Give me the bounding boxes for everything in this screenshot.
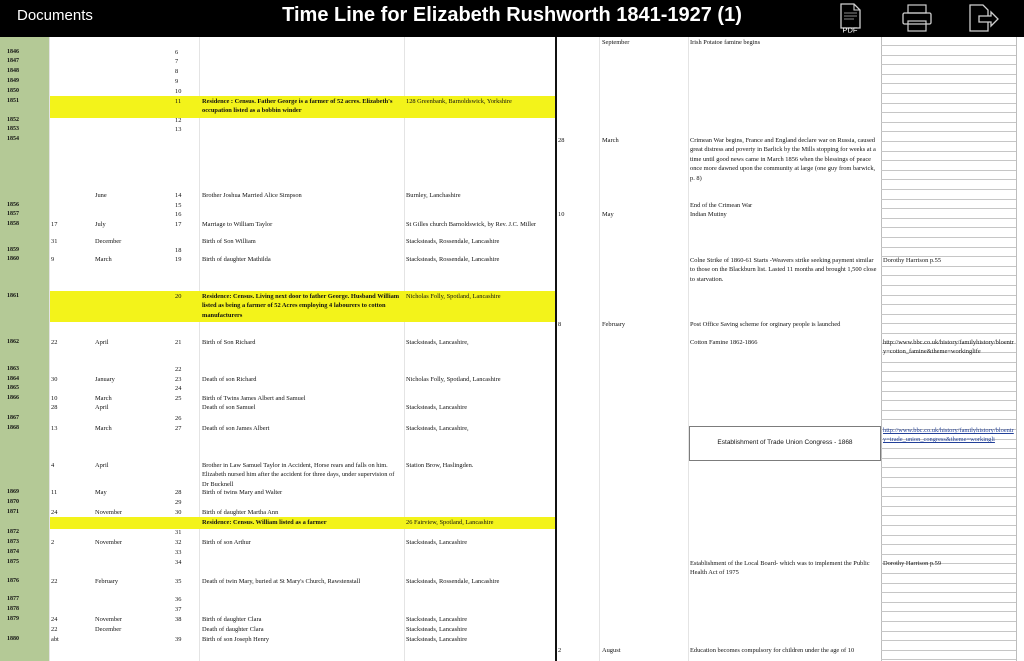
age-cell: 9 <box>175 78 179 85</box>
place-cell: Stacksteads, Lancashire <box>406 539 468 546</box>
event-cell: Brother Joshua Married Alice Simpson <box>202 192 302 199</box>
year-cell: 1864 <box>7 376 19 382</box>
place-cell: Burnley, Lanchashire <box>406 192 461 199</box>
day-cell: 24 <box>51 616 58 623</box>
grid-line <box>881 535 1016 536</box>
share-export-icon[interactable] <box>965 1 1001 35</box>
month-cell: May <box>95 489 107 496</box>
history-month-cell: September <box>602 39 630 46</box>
source-cell: http://www.bbc.co.uk/history/familyhistory/bloentry=cotton_famine&theme=workinglife <box>883 339 1014 356</box>
age-cell: 8 <box>175 68 179 75</box>
day-cell: 31 <box>51 238 58 245</box>
age-cell: 14 <box>175 192 182 199</box>
event-cell: Birth of daughter Mathilda <box>202 256 271 263</box>
grid-line <box>881 122 1016 123</box>
year-cell: 1848 <box>7 68 19 74</box>
place-cell: 128 Greenbank, Barnoldswick, Yorkshire <box>406 98 512 105</box>
age-cell: 19 <box>175 256 182 263</box>
month-cell: December <box>95 238 122 245</box>
source-cell: Dorothy Harrison p.59 <box>883 560 942 567</box>
event-cell: Death of son Samuel <box>202 404 256 411</box>
age-cell: 21 <box>175 339 182 346</box>
month-cell: July <box>95 221 106 228</box>
event-cell: Birth of son Arthur <box>202 539 251 546</box>
day-cell: 30 <box>51 376 58 383</box>
day-cell: 22 <box>51 626 58 633</box>
day-cell: abt <box>51 636 59 643</box>
year-cell: 1871 <box>7 509 19 515</box>
month-cell: June <box>95 192 107 199</box>
age-cell: 7 <box>175 58 179 65</box>
grid-line <box>881 179 1016 180</box>
event-cell: Residence : Census. Father George is a farmer of 52 acres. Elizabeth's occupation listed as a bobbin winder <box>202 98 393 115</box>
month-cell: April <box>95 462 109 469</box>
grid-line <box>881 314 1016 315</box>
grid-line <box>881 496 1016 497</box>
event-cell: Birth of Son Richard <box>202 339 256 346</box>
history-event-cell: Establishment of the Local Board- which was to implement the Public Health Act of 1975 <box>690 560 870 577</box>
grid-line <box>881 131 1016 132</box>
grid-line <box>881 295 1016 296</box>
year-cell: 1878 <box>7 606 19 612</box>
age-cell: 13 <box>175 126 182 133</box>
place-cell: Stacksteads, Lancashire <box>406 404 468 411</box>
age-cell: 18 <box>175 247 182 254</box>
age-cell: 22 <box>175 366 182 373</box>
month-cell: February <box>95 578 119 585</box>
age-cell: 26 <box>175 415 182 422</box>
place-cell: Stacksteads, Lancashire, <box>406 425 469 432</box>
age-cell: 12 <box>175 117 182 124</box>
age-cell: 10 <box>175 88 182 95</box>
grid-line <box>881 381 1016 382</box>
event-cell: Birth of Twins James Albert and Samuel <box>202 395 306 402</box>
grid-line <box>881 371 1016 372</box>
event-cell: Birth of Son William <box>202 238 256 245</box>
age-cell: 34 <box>175 559 182 566</box>
grid-line <box>881 410 1016 411</box>
grid-line <box>881 247 1016 248</box>
age-cell: 24 <box>175 385 182 392</box>
grid-line <box>881 573 1016 574</box>
place-cell: Nicholas Folly, Spotland, Lancashire <box>406 376 501 383</box>
grid-line <box>881 141 1016 142</box>
grid-line <box>881 631 1016 632</box>
age-cell: 39 <box>175 636 182 643</box>
grid-line <box>881 170 1016 171</box>
year-cell: 1846 <box>7 49 19 55</box>
pdf-export-icon[interactable] <box>836 1 864 35</box>
column-divider <box>555 37 557 661</box>
place-cell: Stacksteads, Rossendale, Lancashire <box>406 238 500 245</box>
callout-text: Establishment of Trade Union Congress - 1868 <box>717 439 853 446</box>
age-cell: 6 <box>175 49 179 56</box>
grid-line <box>881 45 1016 46</box>
grid-line <box>881 467 1016 468</box>
day-cell: 22 <box>51 339 58 346</box>
year-cell: 1849 <box>7 78 19 84</box>
month-cell: November <box>95 616 122 623</box>
print-icon[interactable] <box>899 1 935 35</box>
day-cell: 11 <box>51 489 58 496</box>
grid-line <box>881 419 1016 420</box>
grid-line <box>881 151 1016 152</box>
history-event-cell: Irish Potatoe famine begins <box>690 39 761 46</box>
age-cell: 31 <box>175 529 182 536</box>
spreadsheet-grid[interactable] <box>0 37 1024 661</box>
grid-line <box>881 112 1016 113</box>
place-cell: Stacksteads, Rossendale, Lancashire <box>406 256 500 263</box>
event-cell: Death of son James Albert <box>202 425 270 432</box>
grid-line <box>881 218 1016 219</box>
grid-line <box>881 525 1016 526</box>
age-cell: 29 <box>175 499 182 506</box>
place-cell: Stacksteads, Lancashire <box>406 616 468 623</box>
grid-line <box>881 602 1016 603</box>
year-cell: 1875 <box>7 559 19 565</box>
grid-line <box>881 515 1016 516</box>
grid-line <box>881 621 1016 622</box>
year-cell: 1850 <box>7 88 19 94</box>
grid-line <box>881 74 1016 75</box>
month-cell: April <box>95 339 109 346</box>
history-month-cell: March <box>602 137 619 144</box>
document-title: Time Line for Elizabeth Rushworth 1841-1927 (1) <box>282 4 742 26</box>
day-cell: 22 <box>51 578 58 585</box>
year-cell: 1859 <box>7 247 19 253</box>
month-cell: March <box>95 425 112 432</box>
place-cell: Stacksteads, Lancashire, <box>406 339 469 346</box>
source-cell[interactable]: http://www.bbc.co.uk/history/familyhistory/bloentry=trade_union_congress&theme=workingli <box>883 427 1014 444</box>
event-cell: Residence: Census. William listed as a farmer <box>202 519 327 526</box>
history-day-cell: 10 <box>558 211 565 218</box>
grid-line <box>881 659 1016 660</box>
grid-line <box>881 487 1016 488</box>
age-cell: 25 <box>175 395 182 402</box>
grid-line <box>881 227 1016 228</box>
month-cell: November <box>95 539 122 546</box>
age-cell: 30 <box>175 509 182 516</box>
year-cell: 1853 <box>7 126 19 132</box>
grid-line <box>881 93 1016 94</box>
grid-line <box>881 362 1016 363</box>
history-day-cell: 28 <box>558 137 565 144</box>
history-day-cell: 8 <box>558 321 562 328</box>
year-cell: 1856 <box>7 202 19 208</box>
event-cell: Birth of daughter Martha Ann <box>202 509 279 516</box>
day-cell: 2 <box>51 539 55 546</box>
year-cell: 1873 <box>7 539 19 545</box>
year-cell: 1854 <box>7 136 19 142</box>
age-cell: 11 <box>175 98 182 105</box>
year-cell: 1870 <box>7 499 19 505</box>
day-cell: 24 <box>51 509 58 516</box>
age-cell: 38 <box>175 616 182 623</box>
place-cell: 26 Fairview, Spotland, Lancashire <box>406 519 494 526</box>
age-cell: 20 <box>175 293 182 300</box>
event-cell: Residence: Census. Living next door to father George. Husband William listed as being a farmer of 52 Acres employing 4 labourers to cotton manufacturers <box>202 293 400 319</box>
history-event-cell: Colne Strike of 1860-61 Starts -Weavers strike seeking payment similar to those on the Blackburn list. Lasted 11 months and brought 1,500 close to starvation. <box>690 257 877 283</box>
year-cell: 1879 <box>7 616 19 622</box>
month-cell: March <box>95 395 112 402</box>
age-cell: 36 <box>175 596 182 603</box>
grid-line <box>881 304 1016 305</box>
age-cell: 23 <box>175 376 182 383</box>
grid-line <box>881 583 1016 584</box>
age-cell: 37 <box>175 606 182 613</box>
source-cell: Dorothy Harrison p.55 <box>883 257 942 264</box>
place-cell: St Gilles church Barnoldswick, by Rev. J.C. Miller <box>406 221 537 228</box>
year-cell: 1862 <box>7 339 19 345</box>
event-cell: Birth of son Joseph Henry <box>202 636 270 643</box>
grid-line <box>881 448 1016 449</box>
title-bar <box>0 0 1024 37</box>
grid-line <box>881 208 1016 209</box>
grid-line <box>881 189 1016 190</box>
event-cell: Birth of daughter Clara <box>202 616 262 623</box>
age-cell: 27 <box>175 425 182 432</box>
day-cell: 28 <box>51 404 58 411</box>
year-cell: 1847 <box>7 58 19 64</box>
year-cell: 1874 <box>7 549 19 555</box>
day-cell: 13 <box>51 425 58 432</box>
grid-line <box>881 103 1016 104</box>
year-cell: 1863 <box>7 366 19 372</box>
grid-line <box>881 391 1016 392</box>
grid-line <box>881 275 1016 276</box>
grid-line <box>881 477 1016 478</box>
age-cell: 32 <box>175 539 182 546</box>
grid-line <box>881 199 1016 200</box>
history-month-cell: February <box>602 321 626 328</box>
place-cell: Nicholas Folly, Spotland, Lancashire <box>406 293 501 300</box>
year-cell: 1877 <box>7 596 19 602</box>
year-cell: 1858 <box>7 221 19 227</box>
year-cell: 1869 <box>7 489 19 495</box>
grid-line <box>881 285 1016 286</box>
trade-union-callout <box>689 426 881 461</box>
year-cell: 1868 <box>7 425 19 431</box>
month-cell: March <box>95 256 112 263</box>
documents-back-button[interactable]: Documents <box>17 7 93 24</box>
age-cell: 15 <box>175 202 182 209</box>
grid-line <box>881 611 1016 612</box>
age-cell: 16 <box>175 211 182 218</box>
grid-line <box>881 237 1016 238</box>
history-day-cell: 2 <box>558 647 562 654</box>
event-cell: Birth of twins Mary and Walter <box>202 489 283 496</box>
month-cell: January <box>95 376 115 383</box>
history-month-cell: May <box>602 211 614 218</box>
year-cell: 1867 <box>7 415 19 421</box>
grid-line <box>881 640 1016 641</box>
place-cell: Stacksteads, Lancashire <box>406 636 468 643</box>
year-cell: 1872 <box>7 529 19 535</box>
history-event-cell: Post Office Saving scheme for orginary people is launched <box>690 321 841 328</box>
event-cell: Death of son Richard <box>202 376 257 383</box>
grid-line <box>881 323 1016 324</box>
grid-line <box>881 592 1016 593</box>
history-event-cell: Education becomes compulsory for children under the age of 10 <box>690 647 855 654</box>
history-event-cell: End of the Crimean War <box>690 202 753 209</box>
month-cell: April <box>95 404 109 411</box>
history-month-cell: August <box>602 647 621 654</box>
place-cell: Stacksteads, Rossendale, Lancashire <box>406 578 500 585</box>
age-cell: 35 <box>175 578 182 585</box>
year-cell: 1857 <box>7 211 19 217</box>
day-cell: 4 <box>51 462 55 469</box>
event-cell: Marriage to William Taylor <box>202 221 273 228</box>
day-cell: 10 <box>51 395 58 402</box>
place-cell: Stacksteads, Lancashire <box>406 626 468 633</box>
event-cell: Death of twin Mary, buried at St Mary's Church, Rawstenstall <box>202 578 361 585</box>
year-cell: 1852 <box>7 117 19 123</box>
grid-line <box>881 544 1016 545</box>
grid-line <box>881 554 1016 555</box>
year-cell: 1876 <box>7 578 19 584</box>
event-cell: Brother in Law Samuel Taylor in Accident, Horse rears and falls on him. Elizabeth nursed him after the accident for three days, under supervision of Dr Bucknell <box>202 462 395 488</box>
year-cell: 1880 <box>7 636 19 642</box>
age-cell: 28 <box>175 489 182 496</box>
age-cell: 33 <box>175 549 182 556</box>
history-event-cell: Cotton Famine 1862-1866 <box>690 339 758 346</box>
event-cell: Death of daughter Clara <box>202 626 264 633</box>
grid-line <box>881 650 1016 651</box>
pdf-label: PDF <box>842 25 858 35</box>
year-cell: 1861 <box>7 293 19 299</box>
grid-line <box>881 458 1016 459</box>
month-cell: December <box>95 626 122 633</box>
age-cell: 17 <box>175 221 182 228</box>
grid-line <box>881 83 1016 84</box>
place-cell: Station Brow, Haslingden. <box>406 462 474 469</box>
grid-line <box>881 160 1016 161</box>
grid-line <box>881 55 1016 56</box>
history-event-cell: Indian Mutiny <box>690 211 727 218</box>
history-event-cell: Crimean War begins, France and England declare war on Russia, caused great distress and poverty in Barlick by the Mills stopping for weeks at a time until good news came in March 1856 when the blessings of peace once more dawned upon the community at large (one guy from barwick, p. 8) <box>690 137 876 182</box>
grid-line <box>881 400 1016 401</box>
year-cell: 1860 <box>7 256 19 262</box>
day-cell: 17 <box>51 221 58 228</box>
grid-line <box>881 266 1016 267</box>
grid-line <box>881 64 1016 65</box>
grid-line <box>881 333 1016 334</box>
grid-line <box>881 506 1016 507</box>
day-cell: 9 <box>51 256 55 263</box>
year-cell: 1866 <box>7 395 19 401</box>
month-cell: November <box>95 509 122 516</box>
year-cell: 1865 <box>7 385 19 391</box>
year-cell: 1851 <box>7 98 19 104</box>
